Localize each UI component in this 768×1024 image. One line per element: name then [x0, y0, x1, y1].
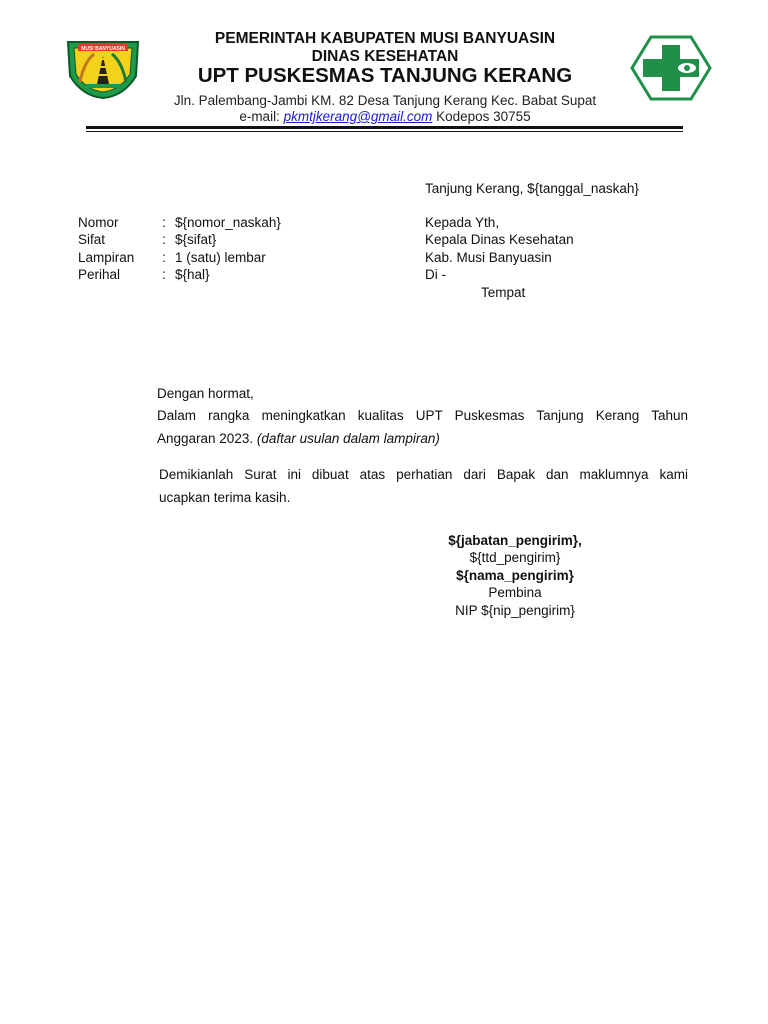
signer-position: ${jabatan_pengirim}, — [448, 533, 582, 548]
recipient-place: Tempat — [481, 285, 526, 300]
header-divider-thin — [86, 131, 683, 132]
regency-logo — [64, 36, 142, 100]
recipient-greeting: Kepada Yth, — [425, 215, 500, 230]
meta-label-perihal: Perihal — [78, 267, 121, 282]
paragraph-1-note: (daftar usulan dalam lampiran) — [253, 431, 440, 446]
meta-colon: : — [162, 267, 166, 282]
email-link[interactable]: pkmtjkerang@gmail.com — [283, 109, 433, 124]
recipient-title: Kepala Dinas Kesehatan — [425, 232, 574, 247]
paragraph-1-line-2 — [157, 431, 440, 446]
signer-signature: ${ttd_pengirim} — [469, 550, 561, 565]
meta-label-lampiran: Lampiran — [78, 250, 135, 265]
paragraph-2-line-1: Demikianlah Surat ini dibuat atas perhatian dari Bapak dan maklumnya kami — [159, 467, 688, 482]
recipient-agency: Kab. Musi Banyuasin — [425, 250, 552, 265]
puskesmas-cross-logo — [630, 35, 712, 101]
regency-logo-text: MUSI BANYUASIN — [81, 46, 125, 52]
meta-colon: : — [162, 250, 166, 265]
signer-rank: Pembina — [488, 585, 542, 600]
meta-value-nomor: ${nomor_naskah} — [175, 215, 281, 230]
header-department: DINAS KESEHATAN — [311, 48, 459, 65]
place-date: Tanjung Kerang, ${tanggal_naskah} — [425, 181, 639, 196]
meta-value-perihal: ${hal} — [175, 267, 210, 282]
header-contact — [130, 109, 640, 124]
meta-colon: : — [162, 215, 166, 230]
signer-name: ${nama_pengirim} — [456, 568, 574, 583]
meta-value-lampiran: 1 (satu) lembar — [175, 250, 266, 265]
paragraph-1-line-1: Dalam rangka meningkatkan kualitas UPT Puskesmas Tanjung Kerang Tahun — [157, 408, 688, 423]
meta-colon: : — [162, 232, 166, 247]
header-institution: UPT PUSKESMAS TANJUNG KERANG — [197, 64, 573, 87]
paragraph-1-text: Anggaran 2023. — [157, 431, 254, 446]
meta-label-sifat: Sifat — [78, 232, 106, 247]
meta-label-nomor: Nomor — [78, 215, 119, 230]
email-label: e-mail: — [239, 109, 284, 124]
paragraph-2-line-2: ucapkan terima kasih. — [159, 490, 291, 505]
header-government: PEMERINTAH KABUPATEN MUSI BANYUASIN — [214, 30, 556, 47]
salutation: Dengan hormat, — [157, 386, 254, 401]
header-divider-thick — [86, 126, 683, 129]
meta-value-sifat: ${sifat} — [175, 232, 217, 247]
signer-nip: NIP ${nip_pengirim} — [455, 603, 575, 618]
header-address: Jln. Palembang-Jambi KM. 82 Desa Tanjung Kerang Kec. Babat Supat — [173, 93, 597, 108]
postal-code: Kodepos 30755 — [432, 109, 531, 124]
recipient-at: Di - — [425, 267, 446, 282]
